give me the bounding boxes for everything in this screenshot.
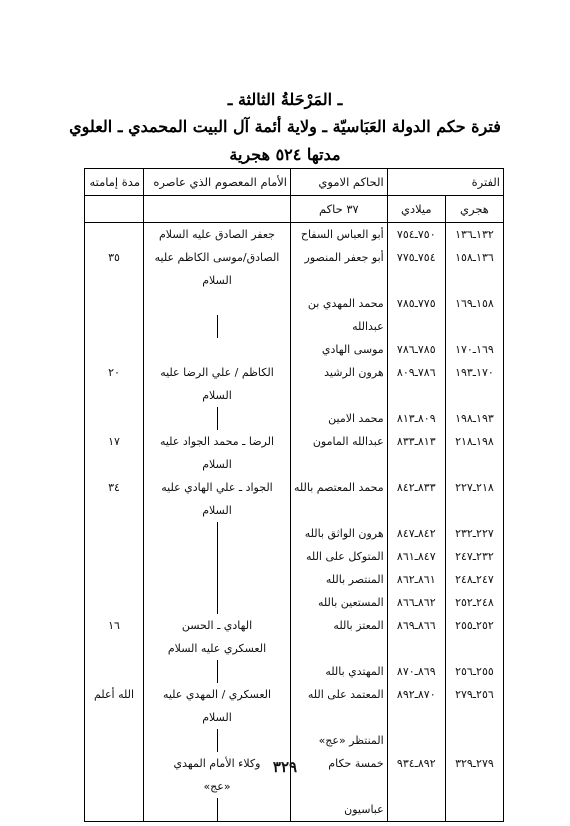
table-row	[85, 315, 504, 338]
duration-cell: ١٦	[85, 614, 144, 660]
imam-cell	[144, 246, 291, 292]
imam-header: الأمام المعصوم الذي عاصره	[144, 169, 291, 196]
ruler-cell: المعتز بالله	[291, 614, 388, 660]
continuation-line	[148, 591, 286, 614]
duration-cell: الله أعلم	[85, 683, 144, 729]
imam-cell	[144, 338, 291, 361]
imam-subheader	[144, 196, 291, 223]
duration-cell: ٣٤	[85, 476, 144, 522]
gregorian-cell: ٧٨٥ـ٧٨٦	[387, 338, 445, 361]
imam-cell	[144, 660, 291, 683]
gregorian-cell: ٨٧٠ـ٨٩٢	[387, 683, 445, 729]
hijri-cell: ٢٣٢ـ٢٤٧	[445, 545, 503, 568]
duration-cell	[85, 292, 144, 315]
hijri-cell: ٢٥٢ـ٢٥٥	[445, 614, 503, 660]
table-row	[85, 223, 504, 247]
continuation-line	[148, 568, 286, 591]
hijri-cell: ١٩٣ـ١٩٨	[445, 407, 503, 430]
table-row	[85, 798, 504, 822]
imam-cell	[144, 430, 291, 476]
hijri-cell	[445, 729, 503, 752]
imam-cell	[144, 683, 291, 729]
table-row	[85, 591, 504, 614]
imam-cell	[144, 223, 291, 247]
gregorian-cell	[387, 798, 445, 822]
hijri-cell: ٢٤٨ـ٢٥٢	[445, 591, 503, 614]
duration-cell	[85, 729, 144, 752]
duration-subheader	[85, 196, 144, 223]
ruler-cell: عبدالله	[291, 315, 388, 338]
table-row	[85, 660, 504, 683]
hijri-cell: ١٩٨ـ٢١٨	[445, 430, 503, 476]
ruler-cell: المستعين بالله	[291, 591, 388, 614]
ruler-cell: هرون الواثق بالله	[291, 522, 388, 545]
ruler-cell: محمد المهدي بن	[291, 292, 388, 315]
hijri-cell	[445, 315, 503, 338]
gregorian-cell: ٨٦٢ـ٨٦٦	[387, 591, 445, 614]
imam-cell	[144, 729, 291, 752]
continuation-line	[148, 798, 286, 821]
gregorian-cell: ٨٦٦ـ٨٦٩	[387, 614, 445, 660]
continuation-line	[148, 660, 286, 683]
table-body	[85, 223, 504, 822]
gregorian-cell: ٧٥٤ـ٧٧٥	[387, 246, 445, 292]
gregorian-cell: ٨٤٧ـ٨٦١	[387, 545, 445, 568]
table-row	[85, 476, 504, 522]
imam-cell	[144, 568, 291, 591]
table-row	[85, 430, 504, 476]
hijri-cell: ١٦٩ـ١٧٠	[445, 338, 503, 361]
hijri-cell: ١٣٢ـ١٣٦	[445, 223, 503, 247]
duration-cell	[85, 223, 144, 247]
imam-name: جعفر الصادق عليه السلام	[159, 228, 275, 241]
continuation-line	[148, 315, 286, 338]
gregorian-cell: ٧٧٥ـ٧٨٥	[387, 292, 445, 315]
page-number: ٣٢٩	[272, 758, 298, 776]
duration-cell: ١٧	[85, 430, 144, 476]
duration-cell	[85, 338, 144, 361]
imam-name: الرضا ـ محمد الجواد عليه السلام	[159, 435, 275, 471]
duration-cell: ٣٥	[85, 246, 144, 292]
hijri-cell: ٢٢٧ـ٢٣٢	[445, 522, 503, 545]
imam-cell	[144, 476, 291, 522]
duration-cell	[85, 545, 144, 568]
imam-cell	[144, 545, 291, 568]
gregorian-cell: ٨٦١ـ٨٦٢	[387, 568, 445, 591]
continuation-line	[148, 729, 286, 752]
ruler-cell: محمد الامين	[291, 407, 388, 430]
imam-cell	[144, 292, 291, 315]
duration-cell	[85, 568, 144, 591]
gregorian-cell: ٨٩٢ـ٩٣٤	[387, 752, 445, 798]
continuation-line	[148, 522, 286, 545]
imam-cell	[144, 315, 291, 338]
gregorian-cell	[387, 729, 445, 752]
phase-heading: ـ المَرْحَلةُ الثالثة ـ	[227, 90, 343, 109]
duration-header: مدة إمامته	[85, 169, 144, 196]
table-row	[85, 338, 504, 361]
table-row	[85, 614, 504, 660]
ruler-cell: أبو العباس السفاح	[291, 223, 388, 247]
imam-name: الجواد ـ علي الهادي عليه السلام	[161, 481, 273, 517]
imam-name: العسكري عليه السلام	[167, 642, 267, 655]
hijri-header: هجري	[445, 196, 503, 223]
ruler-cell: أبو جعفر المنصور	[291, 246, 388, 292]
ruler-header: الحاكم الاموي	[291, 169, 388, 196]
gregorian-cell: ٨٣٣ـ٨٤٢	[387, 476, 445, 522]
ruler-cell: موسى الهادي	[291, 338, 388, 361]
table-row	[85, 683, 504, 729]
ruler-cell: المنتظر «عج»	[291, 729, 388, 752]
hijri-cell: ٢٧٩ـ٣٢٩	[445, 752, 503, 798]
gregorian-cell: ٨٠٩ـ٨١٣	[387, 407, 445, 430]
ruler-cell: هرون الرشيد	[291, 361, 388, 407]
hijri-cell: ٢٥٦ـ٢٧٩	[445, 683, 503, 729]
ruler-cell: المعتمد على الله	[291, 683, 388, 729]
imam-cell	[144, 522, 291, 545]
hijri-cell: ٢٥٥ـ٢٥٦	[445, 660, 503, 683]
duration-cell	[85, 591, 144, 614]
gregorian-cell	[387, 315, 445, 338]
gregorian-cell: ٧٨٦ـ٨٠٩	[387, 361, 445, 407]
table-row	[85, 729, 504, 752]
duration-cell	[85, 660, 144, 683]
duration-cell: ٢٠	[85, 361, 144, 407]
period-header: الفترة	[387, 169, 503, 196]
ruler-cell: المهتدي بالله	[291, 660, 388, 683]
duration-heading: مدتها ٥٢٤ هجرية	[229, 145, 341, 164]
ruler-cell: خمسة حكام	[291, 752, 388, 798]
hijri-cell: ١٧٠ـ١٩٣	[445, 361, 503, 407]
gregorian-cell: ٨١٣ـ٨٣٣	[387, 430, 445, 476]
duration-cell	[85, 315, 144, 338]
table-row	[85, 568, 504, 591]
imam-name: الهادي ـ الحسن	[181, 619, 253, 632]
table-row	[85, 545, 504, 568]
table-row	[85, 361, 504, 407]
ruler-cell: المنتصر بالله	[291, 568, 388, 591]
gregorian-header: ميلادي	[387, 196, 445, 223]
imam-name: الكاظم / علي الرضا عليه السلام	[160, 366, 274, 402]
ruler-cell: المتوكل على الله	[291, 545, 388, 568]
table-row	[85, 292, 504, 315]
duration-cell	[85, 522, 144, 545]
table-row	[85, 246, 504, 292]
continuation-line	[148, 407, 286, 430]
imam-cell	[144, 614, 291, 660]
imam-cell	[144, 798, 291, 822]
continuation-line	[148, 545, 286, 568]
imam-cell	[144, 591, 291, 614]
rulers-table	[84, 168, 504, 822]
hijri-cell: ٢١٨ـ٢٢٧	[445, 476, 503, 522]
hijri-cell: ١٣٦ـ١٥٨	[445, 246, 503, 292]
imam-name: العسكري / المهدي عليه السلام	[162, 688, 272, 724]
gregorian-cell: ٨٤٢ـ٨٤٧	[387, 522, 445, 545]
gregorian-cell: ٨٦٩ـ٨٧٠	[387, 660, 445, 683]
table-row	[85, 407, 504, 430]
table-row	[85, 522, 504, 545]
imam-cell	[144, 361, 291, 407]
ruler-cell: محمد المعتصم بالله	[291, 476, 388, 522]
hijri-cell: ٢٤٧ـ٢٤٨	[445, 568, 503, 591]
era-heading: فترة حكم الدولة العَبَاسيّة ـ ولاية أئمة آل البيت المحمدي ـ العلوي	[69, 117, 501, 136]
duration-cell	[85, 798, 144, 822]
ruler-cell: عبدالله المامون	[291, 430, 388, 476]
hijri-cell: ١٥٨ـ١٦٩	[445, 292, 503, 315]
ruler-count: ٣٧ حاكم	[291, 196, 388, 223]
ruler-cell: عباسيون	[291, 798, 388, 822]
imam-name: الصادق/موسى الكاظم عليه السلام	[154, 251, 280, 287]
imam-cell	[144, 407, 291, 430]
imam-name: «عج»	[203, 780, 231, 793]
imam-name: وكلاء الأمام المهدي	[173, 757, 261, 770]
duration-cell	[85, 407, 144, 430]
hijri-cell	[445, 798, 503, 822]
gregorian-cell: ٧٥٠ـ٧٥٤	[387, 223, 445, 247]
